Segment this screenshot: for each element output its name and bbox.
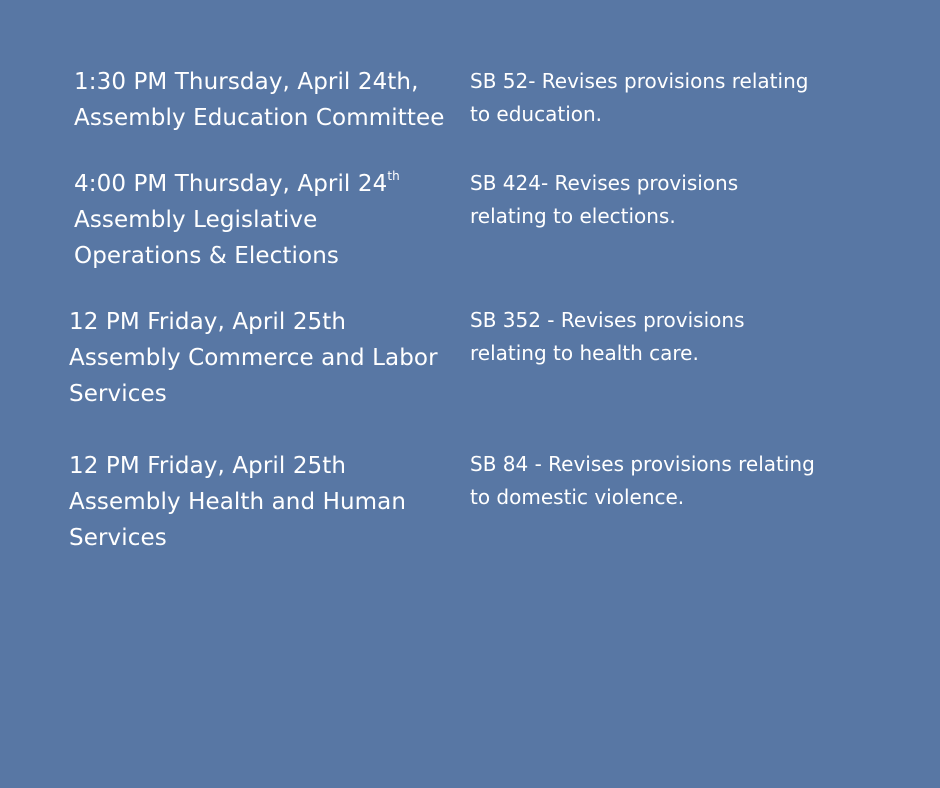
hearing-2-date-main: 4:00 PM Thursday, April 24 [74, 171, 388, 197]
hearing-4-bill-line-1: SB 84 - Revises provisions relating [470, 452, 815, 476]
hearing-4-bill-line-2: to domestic violence. [470, 485, 685, 509]
hearing-2-time [74, 166, 400, 274]
hearing-4-date: 12 PM Friday, April 25th [69, 453, 347, 479]
hearing-3-bill-line-2: relating to health care. [470, 341, 699, 365]
hearing-3-committee-line-2: Services [69, 381, 167, 407]
hearing-3-time [69, 304, 438, 412]
hearing-3-bill [470, 304, 910, 370]
hearing-2-committee-line-2: Operations & Elections [74, 243, 339, 269]
hearing-2-date [74, 166, 400, 202]
hearing-2-date-ordinal: th [387, 169, 400, 184]
hearing-2-bill-line-1: SB 424- Revises provisions [470, 171, 739, 195]
hearing-2-committee-line-1: Assembly Legislative [74, 207, 318, 233]
hearing-1-bill-line-1: SB 52- Revises provisions relating [470, 69, 809, 93]
hearing-2-bill [470, 167, 910, 233]
hearing-1-committee: Assembly Education Committee [74, 105, 445, 131]
hearing-2-bill-line-2: relating to elections. [470, 204, 676, 228]
hearing-3-committee-line-1: Assembly Commerce and Labor [69, 345, 438, 371]
hearing-4-time [69, 448, 406, 556]
hearing-3-bill-line-1: SB 352 - Revises provisions [470, 308, 745, 332]
hearing-3-date: 12 PM Friday, April 25th [69, 309, 347, 335]
hearing-4-committee-line-1: Assembly Health and Human [69, 489, 407, 515]
hearing-4-bill [470, 448, 910, 514]
hearing-1-bill-line-2: to education. [470, 102, 603, 126]
hearing-1-date: 1:30 PM Thursday, April 24th, [74, 69, 419, 95]
hearing-4-committee-line-2: Services [69, 525, 167, 551]
hearing-1-time [74, 64, 444, 136]
hearing-1-bill [470, 65, 910, 131]
